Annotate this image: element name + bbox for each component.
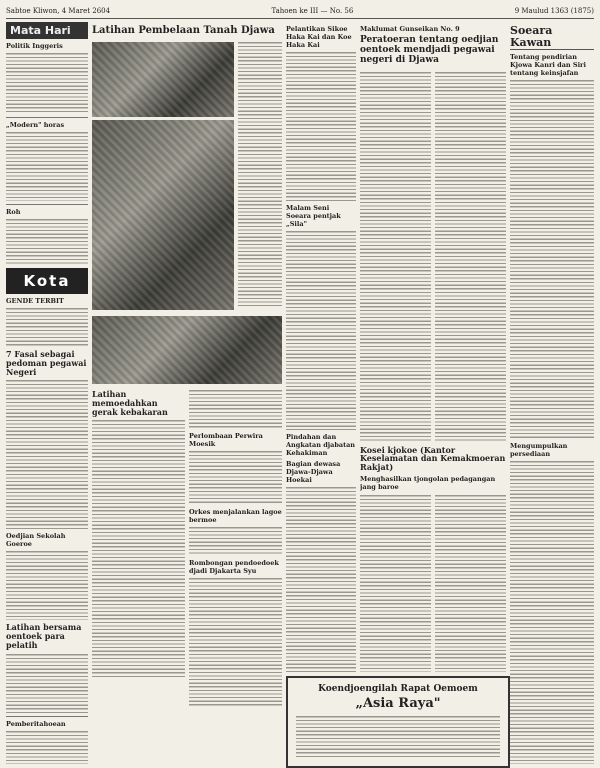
article-title: Perlombaan Perwira Moesik — [189, 432, 263, 448]
article-body — [510, 460, 594, 764]
article-body — [6, 730, 88, 764]
column-5 — [510, 22, 594, 764]
photo-caption — [238, 41, 282, 306]
article-body — [6, 307, 88, 347]
article-body — [435, 71, 506, 441]
article-title: Kosei kjokoe (Kantor Keselamatan dan Kemakmoeran Rakjat) — [360, 444, 506, 473]
article-title: GENDE TERBIT — [6, 297, 64, 305]
article-body — [286, 486, 356, 672]
masthead — [6, 4, 594, 19]
article-title: Tentang pendirian Kjowa Kanri dan Siri tentang keinsjafan — [510, 53, 586, 78]
masthead-date: Sabtoe Kliwon, 4 Maret 2604 — [6, 7, 111, 15]
article-title: Latihan memoedahkan gerak kebakaran — [92, 389, 168, 417]
article-title: Pelantikan Sikoe Haka Kai dan Koe Haka Kai — [286, 25, 352, 49]
article-body — [6, 218, 88, 266]
article-title: Oedjian Sekolah Goeroe — [6, 532, 66, 549]
column-3 — [286, 22, 356, 672]
kota-section-title: Kota — [6, 268, 88, 294]
article-title: Orkes menjalankan lagoe bermoe — [189, 508, 282, 524]
article-title: 7 Fasal sebagai pedoman pegawai Negeri — [6, 349, 87, 377]
main-headline: Latihan Pembelaan Tanah Djawa — [92, 25, 275, 36]
decree-headline: Peratoeran tentang oedjian oentoek mendjadi pegawai negeri di Djawa — [360, 35, 499, 65]
column-1 — [6, 22, 88, 764]
article-title: Roh — [6, 208, 21, 216]
article-subtitle: Menghasilkan tjongolan pedagangan jang baroe — [360, 475, 496, 492]
rally-line-2: „Asia Raya" — [355, 696, 441, 711]
decree-label: Maklumat Gunseikan No. 9 — [360, 25, 460, 33]
article-title: Rombongan pendoedoek djadi Djakarta Syu — [189, 559, 279, 575]
article-body — [6, 379, 88, 529]
section-title: Soeara Kawan — [510, 25, 594, 50]
column-4 — [360, 22, 506, 672]
article-body — [189, 526, 282, 556]
article-body — [6, 131, 88, 201]
article-body — [360, 71, 431, 441]
column-2 — [92, 22, 282, 764]
masthead-volume: Tahoen ke III — No. 56 — [271, 7, 354, 15]
rally-line-1: Koendjoengilah Rapat Oemoem — [318, 684, 478, 694]
article-subtitle: Bagian dewasa Djawa-Djawa Hoekai — [286, 460, 341, 484]
article-title: Mengumpulkan persediaan — [510, 442, 568, 459]
rally-announcement-box — [286, 676, 510, 768]
article-body — [189, 450, 282, 505]
article-title: Malam Seni Soeara pentjak „Sila" — [286, 204, 341, 228]
article-title: Pindahan dan Angkatan djabatan Kehakiman — [286, 433, 356, 457]
article-body — [286, 230, 356, 430]
article-title: Pemberitahoean — [6, 719, 66, 728]
article-body — [510, 79, 594, 439]
masthead-hijri-date: 9 Maulud 1363 (1875) — [514, 7, 594, 15]
photo — [92, 120, 234, 310]
article-body — [286, 51, 356, 201]
rally-body — [296, 715, 500, 757]
article-body — [6, 52, 88, 114]
article-body — [6, 653, 88, 713]
article-body — [189, 389, 282, 429]
article-body — [189, 577, 282, 707]
mata-hari-box-title: Mata Hari — [6, 22, 88, 39]
article-body — [435, 494, 506, 672]
article-body — [92, 419, 185, 679]
article-body — [6, 550, 88, 620]
photo — [92, 42, 234, 117]
article-title: Latihan bersama oentoek para pelatih — [6, 622, 82, 650]
photo — [92, 316, 282, 384]
article-title: Politik Inggeris — [6, 42, 63, 50]
article-title: „Modern" horas — [6, 121, 65, 129]
article-body — [360, 494, 431, 672]
